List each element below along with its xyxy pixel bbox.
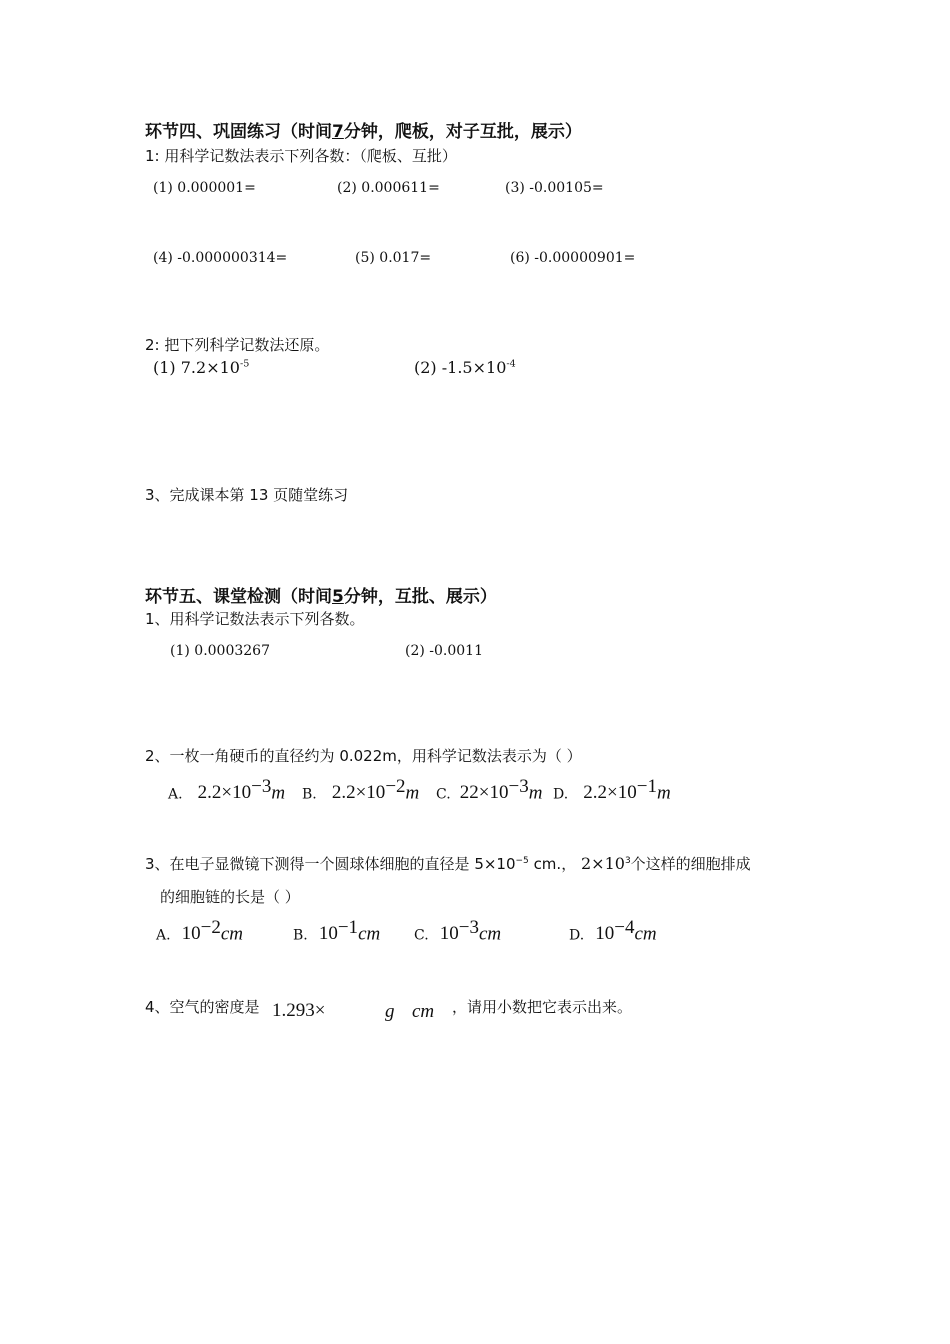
s5-q4-unit-g: g xyxy=(385,1001,395,1022)
option-base: 2.2×10 xyxy=(331,782,386,804)
section4-time: 7 xyxy=(332,122,344,142)
s4-q1-item-2: (2) 0.000611= xyxy=(337,180,440,196)
s4-q2-item-2 xyxy=(414,358,516,377)
s5-q3-label-c: 个这样的细胞排成 xyxy=(630,855,751,873)
s5-q3-option-b xyxy=(293,917,380,945)
option-exp: −3 xyxy=(458,917,479,938)
option-letter: D. xyxy=(569,927,585,944)
s4-q1-item-6: (6) -0.00000901= xyxy=(510,250,636,266)
s5-q3-label-a: 3、在电子显微镜下测得一个圆球体细胞的直径是 5×10 xyxy=(145,855,516,873)
s4-q2-label: 2: 把下列科学记数法还原。 xyxy=(145,336,330,354)
option-unit: m xyxy=(656,782,671,804)
option-letter: A. xyxy=(168,786,183,803)
section5-title xyxy=(145,582,497,607)
s5-q3-label xyxy=(145,853,751,874)
s5-q2-option-d xyxy=(553,776,671,804)
option-base: 10 xyxy=(181,923,201,945)
option-exp: −1 xyxy=(636,776,657,797)
s5-q3-count-exp: 3 xyxy=(624,856,631,866)
section5-time: 5 xyxy=(332,587,344,607)
section4-title-prefix: 环节四、巩固练习（时间 xyxy=(145,122,332,142)
s5-q1-item-2: (2) -0.0011 xyxy=(405,643,483,659)
s4-q2-item-1 xyxy=(153,358,249,377)
option-letter: A. xyxy=(156,927,171,944)
section4-title-suffix: 分钟，爬板，对子互批，展示） xyxy=(343,122,582,142)
s4-q1-item-3: (3) -0.00105= xyxy=(505,180,604,196)
option-base: 10 xyxy=(595,923,615,945)
s4-q2-item-1-base: (1) 7.2×10 xyxy=(153,358,240,377)
s5-q3-label-exp: −5 xyxy=(515,856,529,866)
option-unit: cm xyxy=(478,923,502,945)
s4-q3: 3、完成课本第 13 页随堂练习 xyxy=(145,486,349,504)
option-letter: C. xyxy=(414,927,429,944)
section5-title-prefix: 环节五、课堂检测（时间 xyxy=(145,587,332,607)
s4-q1-label: 1: 用科学记数法表示下列各数：（爬板、互批） xyxy=(145,147,457,165)
s5-q3-line2: 的细胞链的长是（ ） xyxy=(160,888,300,906)
option-unit: cm xyxy=(634,923,657,945)
option-unit: cm xyxy=(358,923,381,945)
s5-q1-item-1: (1) 0.0003267 xyxy=(170,643,270,659)
option-base: 2.2×10 xyxy=(197,782,252,804)
option-unit: m xyxy=(405,782,420,804)
option-exp: −4 xyxy=(614,917,635,938)
s4-q2-item-2-base: (2) -1.5×10 xyxy=(414,358,507,377)
s5-q1-label: 1、用科学记数法表示下列各数。 xyxy=(145,610,365,628)
s5-q3-option-d xyxy=(569,917,657,945)
s5-q3-count-base: 2×10 xyxy=(580,854,625,873)
option-exp: −3 xyxy=(251,776,272,797)
option-exp: −1 xyxy=(337,917,359,938)
option-base: 22×10 xyxy=(459,782,509,804)
s4-q1-item-4: (4) -0.000000314= xyxy=(153,250,288,266)
option-letter: B. xyxy=(302,786,317,803)
s5-q2-label: 2、一枚一角硬币的直径约为 0.022m，用科学记数法表示为（ ） xyxy=(145,747,582,765)
option-exp: −2 xyxy=(200,917,221,938)
s5-q4-label: 4、空气的密度是 xyxy=(145,998,260,1016)
option-base: 10 xyxy=(439,923,459,945)
option-exp: −3 xyxy=(508,776,529,797)
option-letter: B. xyxy=(293,927,308,944)
s5-q3-option-c xyxy=(414,917,501,945)
s5-q2-option-c xyxy=(436,776,542,804)
option-exp: −2 xyxy=(385,776,406,797)
s5-q4-label-b: ，请用小数把它表示出来。 xyxy=(452,998,633,1016)
s5-q4-value: 1.293× xyxy=(272,1000,326,1021)
s5-q2-option-a xyxy=(168,776,285,804)
option-base: 10 xyxy=(318,923,338,945)
option-unit: cm xyxy=(220,923,244,945)
option-letter: D. xyxy=(553,786,569,803)
s5-q4-unit-cm: cm xyxy=(412,1001,435,1022)
section5-title-suffix: 分钟，互批、展示） xyxy=(343,587,497,607)
s5-q2-option-b xyxy=(302,776,419,804)
option-unit: m xyxy=(271,782,286,804)
s4-q2-item-2-exp: -4 xyxy=(506,358,516,370)
s4-q2-item-1-exp: -5 xyxy=(239,358,250,370)
option-base: 2.2×10 xyxy=(583,782,637,804)
option-letter: C. xyxy=(436,786,451,803)
option-unit: m xyxy=(528,782,543,804)
s4-q1-item-5: (5) 0.017= xyxy=(355,250,432,266)
s5-q3-option-a xyxy=(156,917,243,945)
s5-q3-label-b: cm.， xyxy=(528,855,577,873)
section4-title xyxy=(145,117,582,142)
s4-q1-item-1: (1) 0.000001= xyxy=(153,180,256,196)
